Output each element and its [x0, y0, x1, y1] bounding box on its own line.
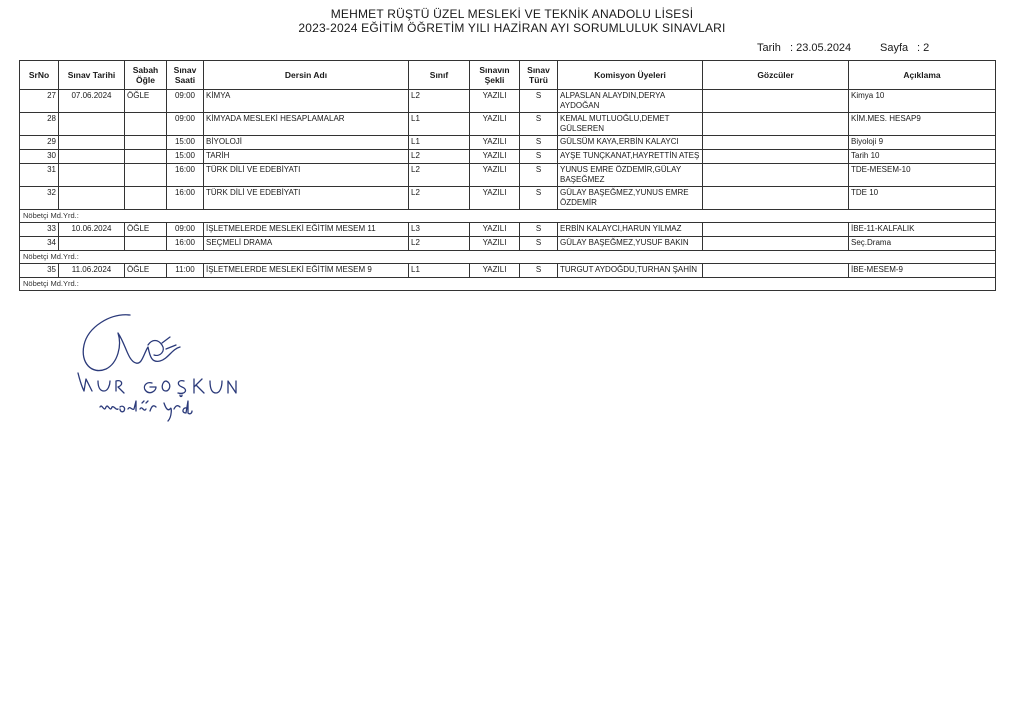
- cell-notes: Kimya 10: [849, 90, 996, 113]
- cell-class: L1: [409, 264, 470, 278]
- cell-session: ÖĞLE: [125, 223, 167, 237]
- cell-kind: S: [520, 90, 558, 113]
- cell-srno: 35: [20, 264, 59, 278]
- cell-date: [59, 187, 125, 210]
- cell-proctors: [703, 90, 849, 113]
- cell-notes: TDE 10: [849, 187, 996, 210]
- cell-notes: İBE-11-KALFALIK: [849, 223, 996, 237]
- cell-notes: TDE-MESEM-10: [849, 164, 996, 187]
- cell-committee: YUNUS EMRE ÖZDEMİR,GÜLAY BAŞEĞMEZ: [558, 164, 703, 187]
- cell-date: [59, 150, 125, 164]
- cell-time: 09:00: [167, 223, 204, 237]
- cell-type: YAZILI: [470, 136, 520, 150]
- cell-session: [125, 113, 167, 136]
- col-srno: SrNo: [20, 61, 59, 90]
- col-type: Sınavın Şekli: [470, 61, 520, 90]
- cell-proctors: [703, 113, 849, 136]
- col-proctors: Gözcüler: [703, 61, 849, 90]
- cell-notes: Tarih 10: [849, 150, 996, 164]
- table-row: [20, 264, 996, 278]
- cell-notes: İBE-MESEM-9: [849, 264, 996, 278]
- cell-type: YAZILI: [470, 150, 520, 164]
- cell-kind: S: [520, 264, 558, 278]
- cell-date: 10.06.2024: [59, 223, 125, 237]
- cell-committee: ALPASLAN ALAYDIN,DERYA AYDOĞAN: [558, 90, 703, 113]
- cell-proctors: [703, 150, 849, 164]
- cell-course: BİYOLOJİ: [204, 136, 409, 150]
- table-row: [20, 90, 996, 113]
- school-name: MEHMET RÜŞTÜ ÜZEL MESLEKİ VE TEKNİK ANADOLU LİSESİ: [330, 7, 694, 21]
- cell-type: YAZILI: [470, 164, 520, 187]
- cell-session: [125, 237, 167, 251]
- cell-srno: 34: [20, 237, 59, 251]
- cell-type: YAZILI: [470, 264, 520, 278]
- cell-type: YAZILI: [470, 113, 520, 136]
- table-row: [20, 150, 996, 164]
- table-row: [20, 223, 996, 237]
- exam-schedule-table: [19, 60, 996, 291]
- cell-course: SEÇMELİ DRAMA: [204, 237, 409, 251]
- col-time: Sınav Saati: [167, 61, 204, 90]
- cell-type: YAZILI: [470, 237, 520, 251]
- cell-time: 15:00: [167, 136, 204, 150]
- table-row: [20, 237, 996, 251]
- date-value: : 23.05.2024: [790, 42, 852, 54]
- cell-session: [125, 136, 167, 150]
- cell-course: İŞLETMELERDE MESLEKİ EĞİTİM MESEM 11: [204, 223, 409, 237]
- cell-srno: 27: [20, 90, 59, 113]
- cell-course: KİMYADA MESLEKİ HESAPLAMALAR: [204, 113, 409, 136]
- cell-committee: KEMAL MUTLUOĞLU,DEMET GÜLSEREN: [558, 113, 703, 136]
- cell-class: L2: [409, 90, 470, 113]
- cell-type: YAZILI: [470, 187, 520, 210]
- col-course: Dersin Adı: [204, 61, 409, 90]
- duty-label: Nöbetçi Md.Yrd.:: [20, 278, 996, 291]
- table-row: [20, 187, 996, 210]
- cell-time: 16:00: [167, 164, 204, 187]
- cell-course: TARİH: [204, 150, 409, 164]
- page-label: Sayfa: [880, 42, 909, 54]
- cell-committee: GÜLAY BAŞEĞMEZ,YUNUS EMRE ÖZDEMİR: [558, 187, 703, 210]
- cell-class: L2: [409, 164, 470, 187]
- cell-kind: S: [520, 150, 558, 164]
- cell-srno: 33: [20, 223, 59, 237]
- cell-proctors: [703, 264, 849, 278]
- cell-kind: S: [520, 237, 558, 251]
- cell-date: [59, 237, 125, 251]
- cell-kind: S: [520, 113, 558, 136]
- cell-session: [125, 164, 167, 187]
- cell-course: TÜRK DİLİ VE EDEBİYATI: [204, 187, 409, 210]
- cell-notes: Biyoloji 9: [849, 136, 996, 150]
- cell-time: 15:00: [167, 150, 204, 164]
- cell-session: ÖĞLE: [125, 264, 167, 278]
- cell-session: [125, 187, 167, 210]
- cell-type: YAZILI: [470, 223, 520, 237]
- page-value: : 2: [917, 42, 930, 54]
- duty-label: Nöbetçi Md.Yrd.:: [20, 210, 996, 223]
- cell-committee: GÜLSÜM KAYA,ERBİN KALAYCI: [558, 136, 703, 150]
- cell-course: TÜRK DİLİ VE EDEBİYATI: [204, 164, 409, 187]
- cell-committee: TURGUT AYDOĞDU,TURHAN ŞAHİN: [558, 264, 703, 278]
- cell-type: YAZILI: [470, 90, 520, 113]
- cell-proctors: [703, 164, 849, 187]
- cell-kind: S: [520, 223, 558, 237]
- cell-date: [59, 164, 125, 187]
- cell-class: L1: [409, 113, 470, 136]
- col-class: Sınıf: [409, 61, 470, 90]
- table-row: [20, 164, 996, 187]
- duty-label: Nöbetçi Md.Yrd.:: [20, 251, 996, 264]
- cell-class: L2: [409, 150, 470, 164]
- cell-date: 11.06.2024: [59, 264, 125, 278]
- cell-time: 11:00: [167, 264, 204, 278]
- table-row: [20, 113, 996, 136]
- cell-time: 16:00: [167, 187, 204, 210]
- cell-date: 07.06.2024: [59, 90, 125, 113]
- cell-proctors: [703, 136, 849, 150]
- cell-date: [59, 136, 125, 150]
- duty-row: [20, 210, 996, 223]
- duty-row: [20, 251, 996, 264]
- cell-class: L1: [409, 136, 470, 150]
- cell-kind: S: [520, 164, 558, 187]
- cell-time: 09:00: [167, 113, 204, 136]
- col-committee: Komisyon Üyeleri: [558, 61, 703, 90]
- cell-class: L2: [409, 237, 470, 251]
- col-session: Sabah Öğle: [125, 61, 167, 90]
- cell-kind: S: [520, 136, 558, 150]
- cell-kind: S: [520, 187, 558, 210]
- table-row: [20, 136, 996, 150]
- cell-proctors: [703, 223, 849, 237]
- cell-time: 16:00: [167, 237, 204, 251]
- date-label: Tarih: [757, 42, 781, 54]
- duty-row: [20, 278, 996, 291]
- cell-course: İŞLETMELERDE MESLEKİ EĞİTİM MESEM 9: [204, 264, 409, 278]
- cell-srno: 31: [20, 164, 59, 187]
- cell-proctors: [703, 187, 849, 210]
- cell-committee: AYŞE TUNÇKANAT,HAYRETTİN ATEŞ: [558, 150, 703, 164]
- table-header-row: [20, 61, 996, 90]
- cell-srno: 32: [20, 187, 59, 210]
- cell-course: KİMYA: [204, 90, 409, 113]
- cell-proctors: [703, 237, 849, 251]
- cell-session: ÖĞLE: [125, 90, 167, 113]
- cell-notes: Seç.Drama: [849, 237, 996, 251]
- cell-committee: GÜLAY BAŞEĞMEZ,YUSUF BAKIN: [558, 237, 703, 251]
- cell-srno: 30: [20, 150, 59, 164]
- col-date: Sınav Tarihi: [59, 61, 125, 90]
- col-kind: Sınav Türü: [520, 61, 558, 90]
- cell-committee: ERBİN KALAYCI,HARUN YILMAZ: [558, 223, 703, 237]
- document-title: 2023-2024 EĞİTİM ÖĞRETİM YILI HAZİRAN AYI SORUMLULUK SINAVLARI: [298, 21, 726, 35]
- cell-session: [125, 150, 167, 164]
- cell-notes: KİM.MES. HESAP9: [849, 113, 996, 136]
- cell-srno: 28: [20, 113, 59, 136]
- cell-class: L2: [409, 187, 470, 210]
- cell-time: 09:00: [167, 90, 204, 113]
- col-notes: Açıklama: [849, 61, 996, 90]
- cell-date: [59, 113, 125, 136]
- cell-class: L3: [409, 223, 470, 237]
- signature-image: [70, 305, 240, 425]
- cell-srno: 29: [20, 136, 59, 150]
